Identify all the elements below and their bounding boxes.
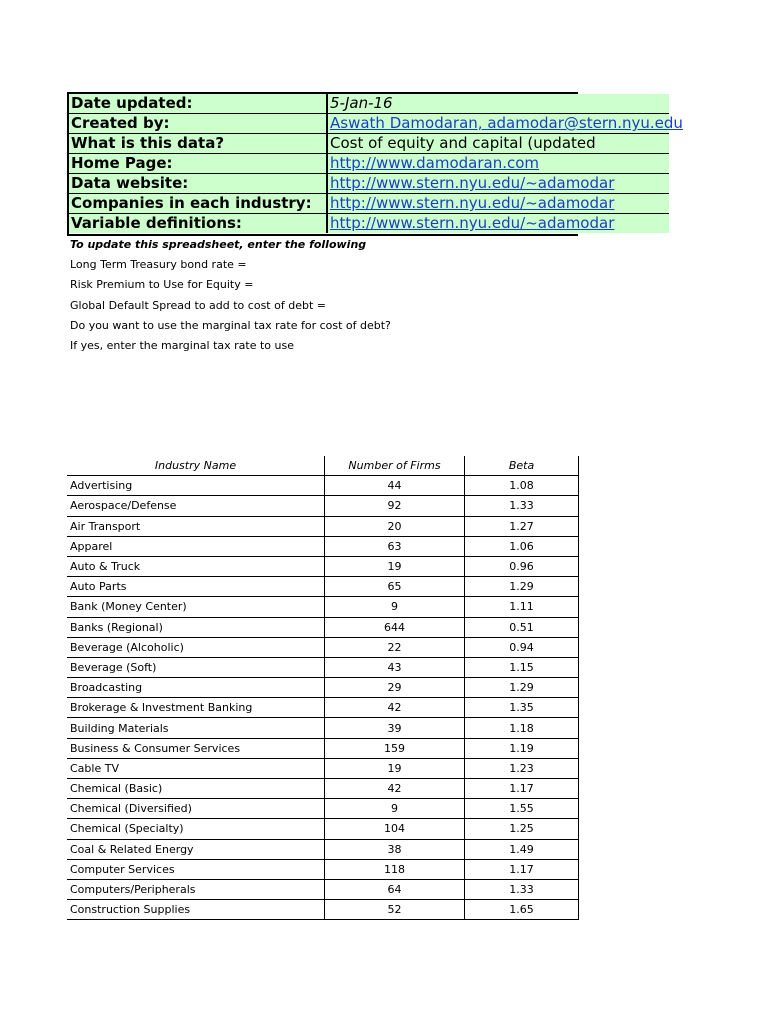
table-row <box>67 476 579 496</box>
firms-cell[interactable]: 63 <box>325 536 465 556</box>
beta-cell[interactable]: 1.17 <box>465 859 579 879</box>
beta-cell[interactable]: 1.17 <box>465 779 579 799</box>
table-row <box>67 758 579 778</box>
table-row <box>67 819 579 839</box>
firms-cell[interactable]: 65 <box>325 577 465 597</box>
industry-cell[interactable]: Auto & Truck <box>67 556 325 576</box>
beta-cell[interactable]: 1.55 <box>465 799 579 819</box>
firms-cell[interactable]: 44 <box>325 476 465 496</box>
table-row <box>67 496 579 516</box>
firms-cell[interactable]: 159 <box>325 738 465 758</box>
what-is-data-label: What is this data? <box>69 134 327 154</box>
table-row <box>67 678 579 698</box>
industry-cell[interactable]: Aerospace/Defense <box>67 496 325 516</box>
default-spread-label: Global Default Spread to add to cost of debt = <box>70 298 326 312</box>
table-row <box>67 698 579 718</box>
firms-cell[interactable]: 9 <box>325 799 465 819</box>
beta-cell[interactable]: 1.15 <box>465 657 579 677</box>
table-row <box>67 657 579 677</box>
created-by-label: Created by: <box>69 114 327 134</box>
table-row <box>67 617 579 637</box>
beta-cell[interactable]: 0.51 <box>465 617 579 637</box>
firms-cell[interactable]: 39 <box>325 718 465 738</box>
beta-cell[interactable]: 1.23 <box>465 758 579 778</box>
date-updated-label: Date updated: <box>69 94 327 114</box>
data-website-link[interactable]: http://www.stern.nyu.edu/~adamodar <box>327 174 669 194</box>
industry-cell[interactable]: Broadcasting <box>67 678 325 698</box>
beta-cell[interactable]: 1.29 <box>465 678 579 698</box>
treasury-rate-label: Long Term Treasury bond rate = <box>70 258 247 272</box>
data-website-label: Data website: <box>69 174 327 194</box>
table-row <box>67 637 579 657</box>
firms-cell[interactable]: 104 <box>325 819 465 839</box>
beta-cell[interactable]: 1.19 <box>465 738 579 758</box>
beta-cell[interactable]: 0.96 <box>465 556 579 576</box>
firms-cell[interactable]: 19 <box>325 556 465 576</box>
table-row <box>67 516 579 536</box>
table-row <box>67 879 579 899</box>
header-number-of-firms[interactable]: Number of Firms <box>325 456 465 476</box>
beta-cell[interactable]: 1.06 <box>465 536 579 556</box>
industry-cell[interactable]: Auto Parts <box>67 577 325 597</box>
industry-cell[interactable]: Chemical (Diversified) <box>67 799 325 819</box>
beta-cell[interactable]: 1.25 <box>465 819 579 839</box>
variable-definitions-label: Variable definitions: <box>69 214 327 234</box>
industry-cell[interactable]: Air Transport <box>67 516 325 536</box>
industry-cell[interactable]: Brokerage & Investment Banking <box>67 698 325 718</box>
info-row-definitions <box>69 214 669 234</box>
industry-cell[interactable]: Chemical (Basic) <box>67 779 325 799</box>
table-row <box>67 597 579 617</box>
beta-cell[interactable]: 1.18 <box>465 718 579 738</box>
industry-cell[interactable]: Construction Supplies <box>67 900 325 920</box>
info-row-companies <box>69 194 669 214</box>
beta-cell[interactable]: 1.08 <box>465 476 579 496</box>
home-page-link[interactable]: http://www.damodaran.com <box>327 154 669 174</box>
firms-cell[interactable]: 9 <box>325 597 465 617</box>
industry-cell[interactable]: Computers/Peripherals <box>67 879 325 899</box>
table-row <box>67 900 579 920</box>
firms-cell[interactable]: 22 <box>325 637 465 657</box>
date-updated-value[interactable]: 5-Jan-16 <box>327 94 669 114</box>
firms-cell[interactable]: 92 <box>325 496 465 516</box>
table-row <box>67 839 579 859</box>
table-row <box>67 718 579 738</box>
info-box <box>67 92 683 236</box>
industry-table <box>67 456 579 920</box>
firms-cell[interactable]: 20 <box>325 516 465 536</box>
beta-cell[interactable]: 1.49 <box>465 839 579 859</box>
info-table <box>69 94 683 233</box>
firms-cell[interactable]: 42 <box>325 698 465 718</box>
table-row <box>67 577 579 597</box>
beta-cell[interactable]: 1.33 <box>465 879 579 899</box>
industry-cell[interactable]: Computer Services <box>67 859 325 879</box>
beta-cell[interactable]: 1.33 <box>465 496 579 516</box>
industry-cell[interactable]: Business & Consumer Services <box>67 738 325 758</box>
industry-cell[interactable]: Bank (Money Center) <box>67 597 325 617</box>
table-row <box>67 779 579 799</box>
beta-cell[interactable]: 1.11 <box>465 597 579 617</box>
firms-cell[interactable]: 118 <box>325 859 465 879</box>
firms-cell[interactable]: 644 <box>325 617 465 637</box>
update-instructions <box>70 236 550 357</box>
header-beta[interactable]: Beta <box>465 456 579 476</box>
info-row-home <box>69 154 669 174</box>
beta-cell[interactable]: 1.65 <box>465 900 579 920</box>
table-header-row <box>67 456 579 476</box>
firms-cell[interactable]: 38 <box>325 839 465 859</box>
industry-cell[interactable]: Apparel <box>67 536 325 556</box>
info-row-what <box>69 134 669 154</box>
industry-cell[interactable]: Beverage (Alcoholic) <box>67 637 325 657</box>
industry-cell[interactable]: Chemical (Specialty) <box>67 819 325 839</box>
table-row <box>67 859 579 879</box>
marginal-tax-rate-label: If yes, enter the marginal tax rate to use <box>70 338 295 352</box>
industry-cell[interactable]: Beverage (Soft) <box>67 657 325 677</box>
what-is-data-value[interactable]: Cost of equity and capital (updated <box>327 134 669 154</box>
info-row-created-by <box>69 114 669 134</box>
firms-cell[interactable]: 52 <box>325 900 465 920</box>
header-industry-name[interactable]: Industry Name <box>67 456 325 476</box>
companies-link[interactable]: http://www.stern.nyu.edu/~adamodar <box>327 194 669 214</box>
industry-cell[interactable]: Cable TV <box>67 758 325 778</box>
firms-cell[interactable]: 43 <box>325 657 465 677</box>
beta-cell[interactable]: 1.35 <box>465 698 579 718</box>
instructions-heading: To update this spreadsheet, enter the following <box>70 238 367 251</box>
marginal-tax-question: Do you want to use the marginal tax rate for cost of debt? <box>70 318 391 332</box>
beta-cell[interactable]: 1.29 <box>465 577 579 597</box>
beta-cell[interactable]: 0.94 <box>465 637 579 657</box>
table-row <box>67 556 579 576</box>
firms-cell[interactable]: 29 <box>325 678 465 698</box>
industry-cell[interactable]: Building Materials <box>67 718 325 738</box>
info-row-data-website <box>69 174 669 194</box>
firms-cell[interactable]: 19 <box>325 758 465 778</box>
risk-premium-label: Risk Premium to Use for Equity = <box>70 278 254 292</box>
home-page-label: Home Page: <box>69 154 327 174</box>
industry-cell[interactable]: Banks (Regional) <box>67 617 325 637</box>
table-row <box>67 536 579 556</box>
table-row <box>67 738 579 758</box>
beta-cell[interactable]: 1.27 <box>465 516 579 536</box>
info-row-date <box>69 94 669 114</box>
firms-cell[interactable]: 64 <box>325 879 465 899</box>
industry-cell[interactable]: Coal & Related Energy <box>67 839 325 859</box>
firms-cell[interactable]: 42 <box>325 779 465 799</box>
created-by-link[interactable]: Aswath Damodaran, adamodar@stern.nyu.edu <box>327 114 669 134</box>
industry-cell[interactable]: Advertising <box>67 476 325 496</box>
variable-definitions-link[interactable]: http://www.stern.nyu.edu/~adamodar <box>327 214 669 234</box>
companies-label: Companies in each industry: <box>69 194 327 214</box>
table-row <box>67 799 579 819</box>
